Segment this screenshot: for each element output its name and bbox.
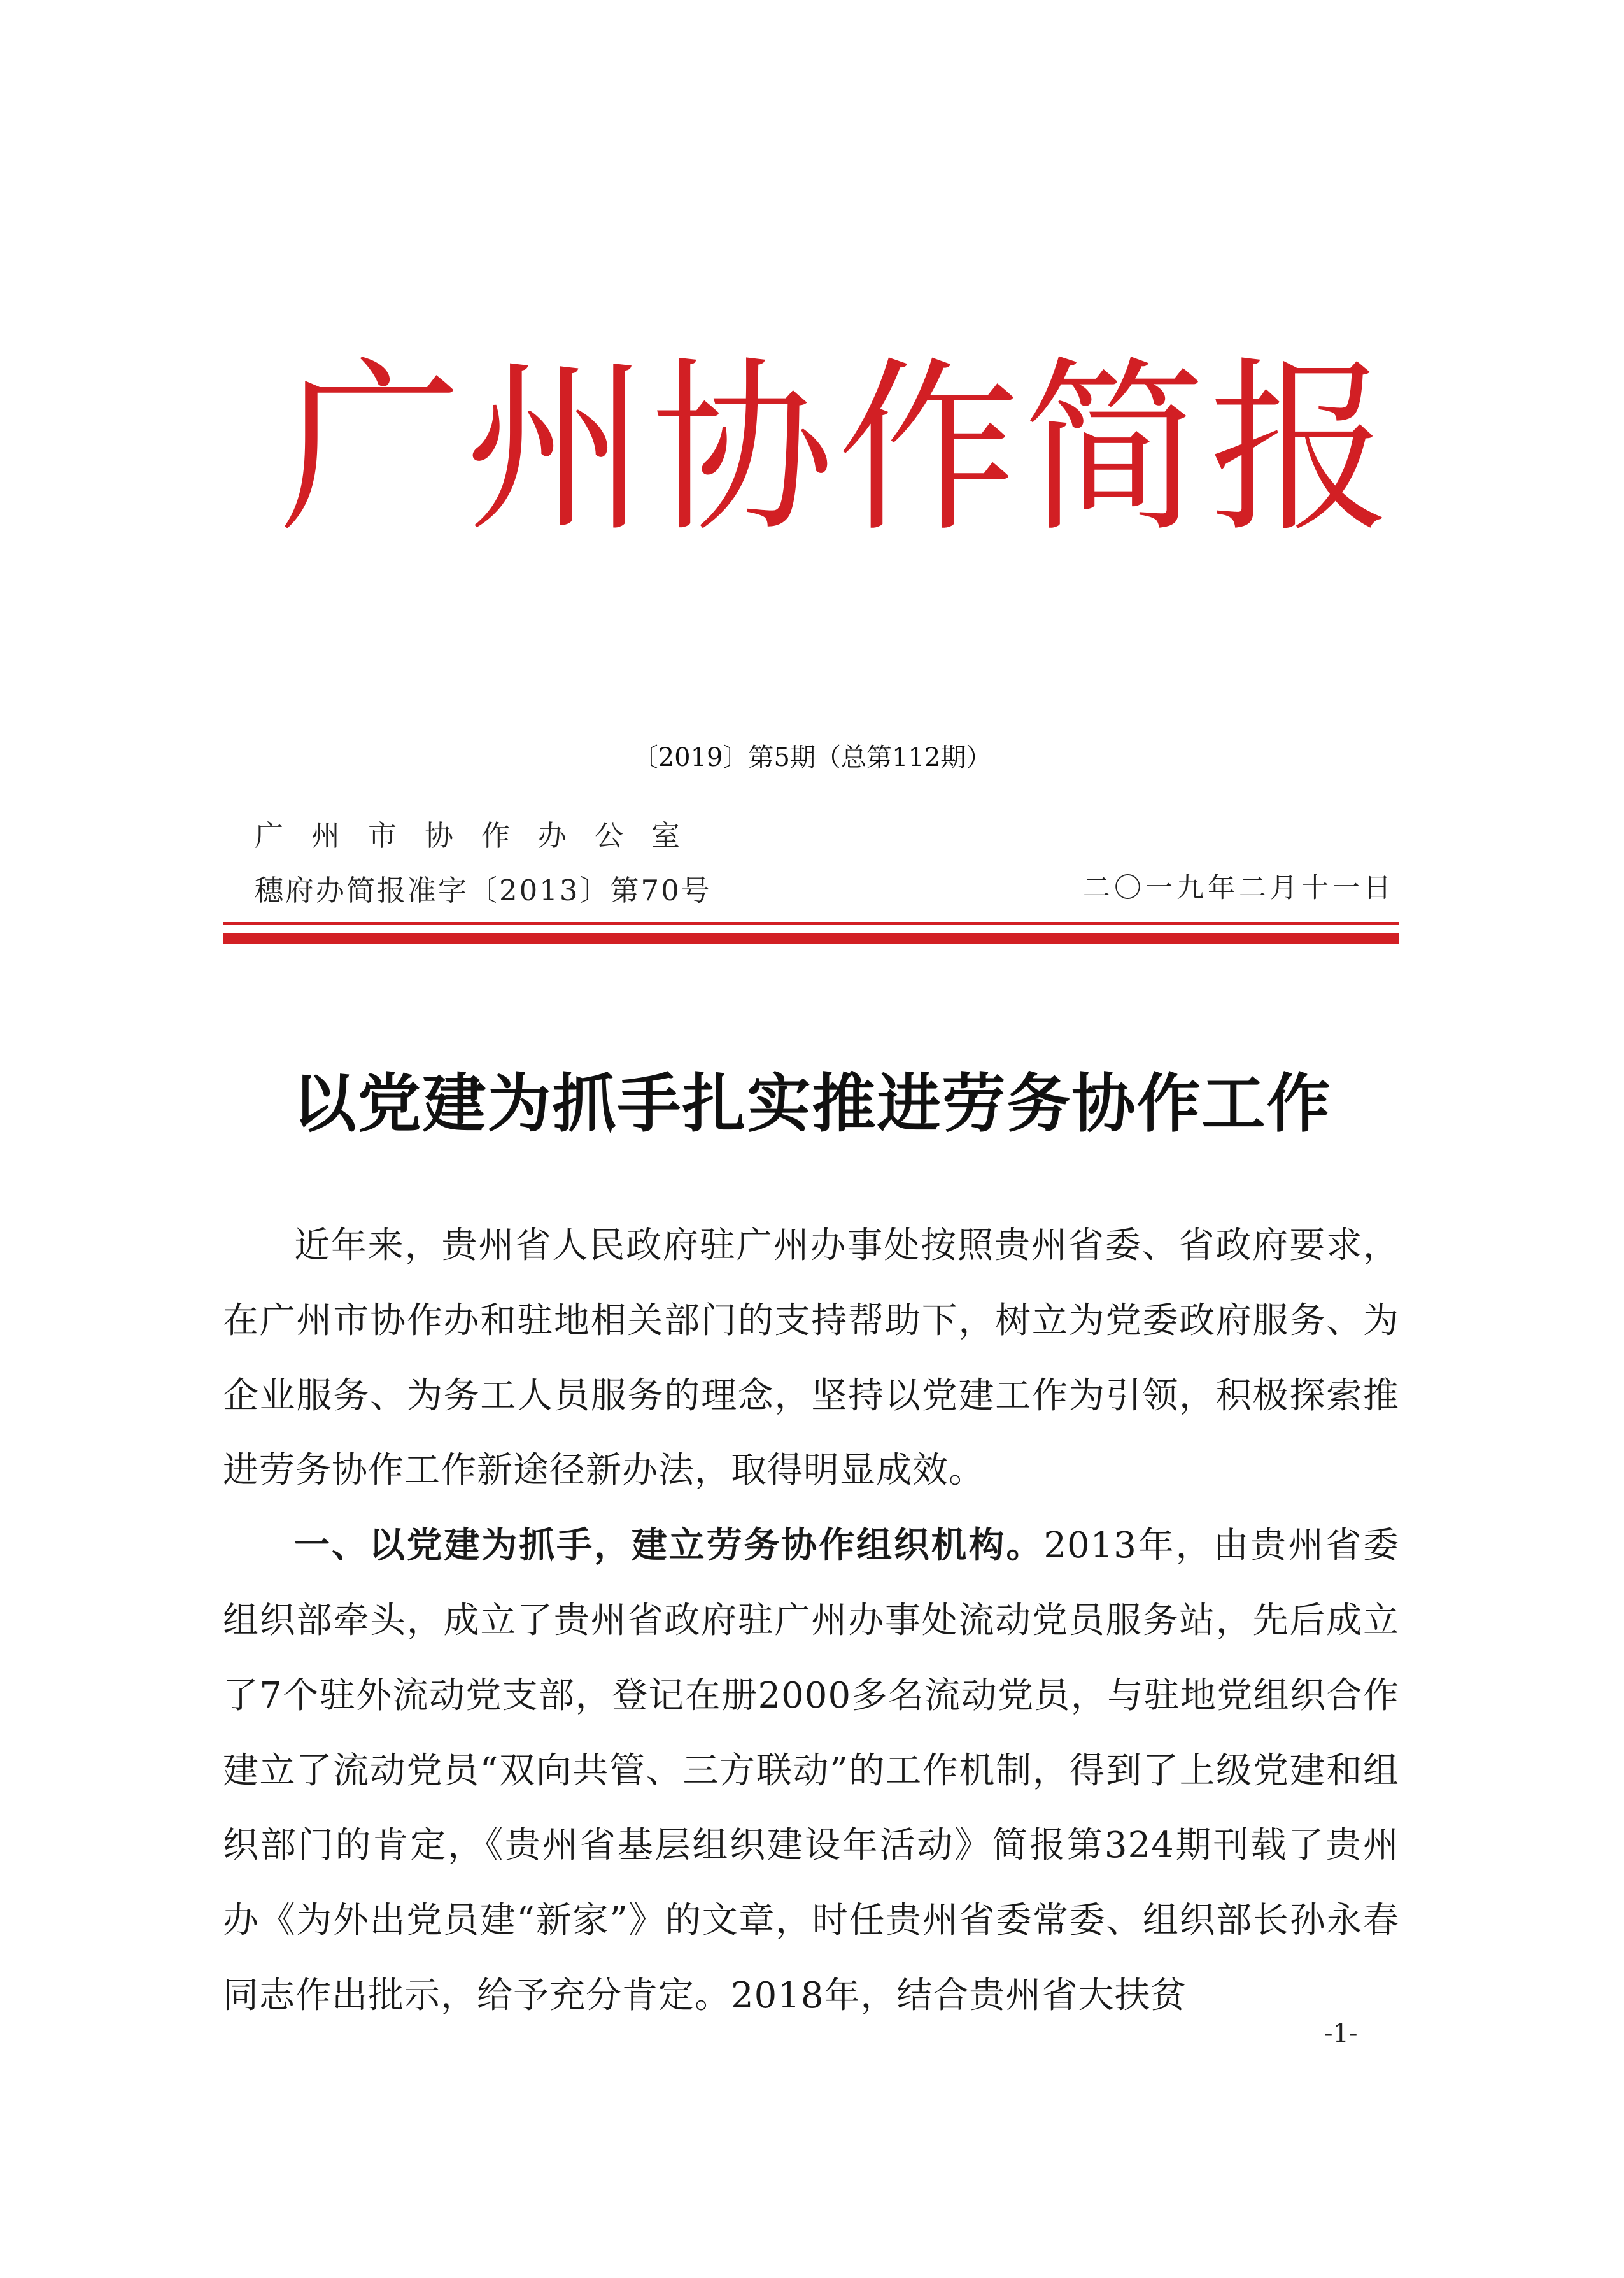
- paragraph-section-one: [223, 1508, 1399, 2034]
- masthead-title: 广州协作简报: [279, 341, 1395, 557]
- article-headline: 以党建为抓手扎实推进劳务协作工作: [292, 1066, 1332, 1141]
- permit-number: 穗府办简报准字〔2013〕第70号: [255, 874, 712, 907]
- red-divider-thin: [223, 922, 1399, 925]
- article-body: [223, 1208, 1399, 2034]
- section-body: 2013年，由贵州省委组织部牵头，成立了贵州省政府驻广州办事处流动党员服务站，先后成立了7个驻外流动党支部，登记在册2000多名流动党员，与驻地党组织合作建立了流动党员“双向共管、三方联动”的工作机制，得到了上级党建和组织部门的肯定，《贵州省基层组织建设年活动》简报第324期刊载了贵州办《为外出党员建“新家”》的文章，时任贵州省委常委、组织部长孙永春同志作出批示，给予充分肯定。2018年，结合贵州省大扶贫: [223, 1525, 1400, 2016]
- publisher-name: 广州市协作办公室: [255, 819, 709, 852]
- issue-date: 二〇一九年二月十一日: [1083, 872, 1395, 904]
- paragraph-intro: 近年来，贵州省人民政府驻广州办事处按照贵州省委、省政府要求，在广州市协作办和驻地相关部门的支持帮助下，树立为党委政府服务、为企业服务、为务工人员服务的理念，坚持以党建工作为引领，积极探索推进劳务协作工作新途径新办法，取得明显成效。: [223, 1225, 1399, 1492]
- issue-number: 〔2019〕第5期（总第112期）: [632, 743, 992, 772]
- section-heading: 一、以党建为抓手，建立劳务协作组织机构。: [294, 1524, 1044, 1567]
- red-divider-thick: [223, 933, 1399, 944]
- page-number: -1-: [1324, 2019, 1358, 2048]
